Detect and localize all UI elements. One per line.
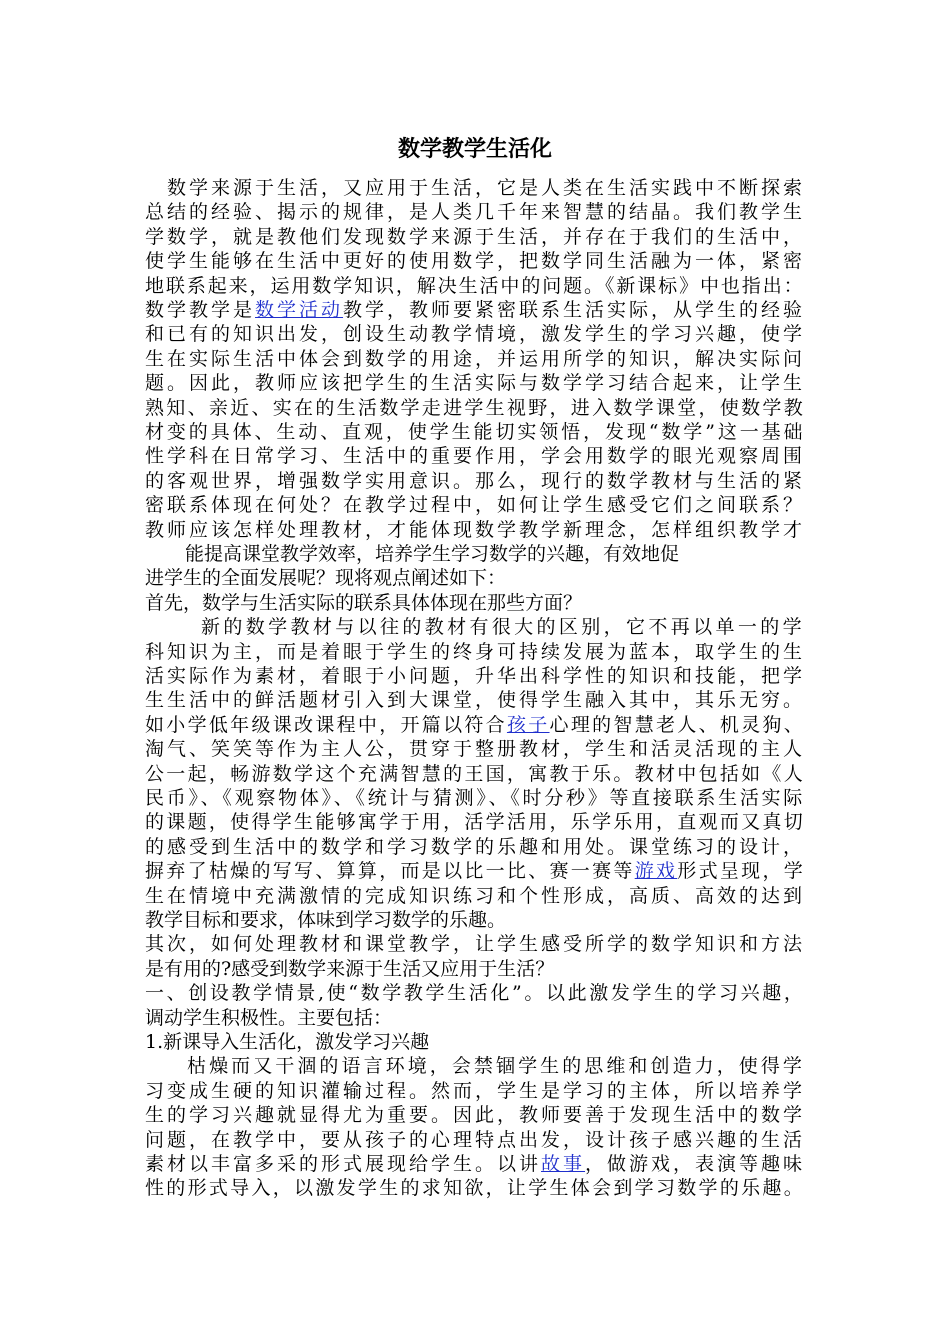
hyperlink[interactable]: 故事	[541, 1153, 586, 1175]
text-line	[145, 419, 805, 445]
text-run: 习变成生硬的知识灌输过程。然而，学生是学习的主体，所以培养学	[145, 1079, 806, 1102]
text-line	[145, 980, 805, 1006]
text-line	[145, 492, 805, 518]
text-run: 生生活中的鲜活题材引入到大课堂，使得学生融入其中，其乐无穷。	[145, 689, 806, 712]
text-line	[145, 785, 805, 811]
text-run: 和已有的知识出发，创设生动教学情境，激发学生的学习兴趣，使学	[145, 323, 806, 346]
text-run: 首先，数学与生活实际的联系具体体现在那些方面？	[145, 591, 583, 614]
text-run: 素材以丰富多采的形式展现给学生。以讲	[145, 1153, 542, 1175]
text-run: 数学教学是	[145, 299, 256, 321]
text-run: 民币》、《观察物体》、《统计与猜测》、《时分秒》等直接联系生活实际	[145, 787, 806, 809]
text-line	[145, 297, 805, 323]
text-line	[145, 1029, 429, 1055]
text-run: 教学目标和要求，体味到学习数学的乐趣。	[145, 909, 507, 931]
text-run: 公一起，畅游数学这个充满智慧的王国，寓教于乐。教材中包括如《人	[145, 762, 806, 785]
hyperlink[interactable]: 孩子	[506, 713, 550, 736]
text-line	[145, 590, 582, 616]
text-run: 其次，如何处理教材和课堂教学，让学生感受所学的数学知识和方法	[145, 933, 806, 956]
text-run: 1.新课导入生活化，激发学习兴趣	[145, 1031, 430, 1053]
text-line	[145, 224, 805, 250]
text-line	[145, 1127, 805, 1153]
text-line	[145, 883, 805, 909]
text-run: 密联系体现在何处？在教学过程中，如何让学生感受它们之间联系？	[145, 494, 806, 517]
text-run: 的感受到生活中的数学和学习数学的乐趣和用处。课堂练习的设计，	[145, 835, 806, 858]
text-line	[145, 1151, 805, 1177]
text-run: 总结的经验、揭示的规律，是人类几千年来智慧的结晶。我们教学生	[145, 201, 806, 224]
text-line	[201, 614, 805, 640]
text-line	[145, 639, 805, 665]
text-run: 是有用的?感受到数学来源于生活又应用于生活？	[145, 957, 555, 980]
text-run: 材变的具体、生动、直观，使学生能切实领悟，发现“数学”这一基础	[145, 421, 806, 443]
text-run: 如小学低年级课改课程中，开篇以符合	[145, 713, 507, 736]
text-run: 性学科在日常学习、生活中的重要作用，学会用数学的眼光观察周围	[145, 445, 806, 468]
text-run: 生在情境中充满激情的完成知识练习和个性形成，高质、高效的达到	[145, 884, 806, 907]
text-run: 形式呈现，学	[677, 860, 806, 883]
text-line	[145, 809, 805, 835]
text-run: ，做游戏，表演等趣味	[585, 1153, 806, 1175]
text-run: 进学生的全面发展呢？现将观点阐述如下：	[145, 567, 507, 590]
text-run: 学数学，就是教他们发现数学来源于生活，并存在于我们的生活中，	[145, 225, 806, 248]
text-line	[145, 712, 805, 738]
text-run: 调动学生积极性。主要包括：	[145, 1006, 393, 1029]
text-line	[145, 956, 554, 982]
text-line	[145, 907, 506, 933]
text-run: 使学生能够在生活中更好的使用数学，把数学同生活融为一体，紧密	[145, 250, 806, 273]
text-line	[145, 395, 805, 421]
text-run: 教学，教师要紧密联系生活实际，从学生的经验	[343, 299, 806, 321]
text-line	[145, 687, 805, 713]
text-run: 的客观世界，增强数学实用意识。那么，现行的数学教材与生活的紧	[145, 469, 806, 492]
document-title: 数学教学生活化	[397, 136, 552, 162]
text-line	[145, 346, 805, 372]
text-line	[145, 663, 805, 689]
text-run: 教师应该怎样处理教材，才能体现数学教学新理念，怎样组织教学才	[145, 518, 806, 541]
text-line	[145, 736, 805, 762]
text-run: 问题，在教学中，要从孩子的心理特点出发，设计孩子感兴趣的生活	[145, 1128, 806, 1151]
text-run: 数学来源于生活，又应用于生活，它是人类在生活实践中不断探索	[167, 177, 806, 199]
text-line	[145, 858, 805, 884]
text-line	[145, 1102, 805, 1128]
text-run: 活实际作为素材，着眼于小问题，升华出科学性的知识和技能，把学	[145, 665, 806, 687]
text-line	[145, 1078, 805, 1104]
text-line	[185, 541, 679, 567]
text-line	[145, 468, 805, 494]
text-line	[145, 931, 805, 957]
text-run: 地联系起来，运用数学知识，解决生活中的问题。《新课标》中也指出：	[145, 274, 805, 297]
text-run: 一、创设教学情景,使“数学教学生活化”。以此激发学生的学习兴趣，	[145, 982, 806, 1005]
text-line	[145, 1175, 805, 1201]
hyperlink[interactable]: 数学活动	[255, 299, 344, 321]
text-run: 能提高课堂教学效率，培养学生学习数学的兴趣，有效地促	[185, 543, 680, 565]
text-line	[145, 273, 805, 299]
text-run: 题。因此，教师应该把学生的生活实际与数学学习结合起来，让学生	[145, 372, 806, 395]
text-line	[187, 1053, 805, 1079]
text-line	[145, 834, 805, 860]
text-line	[145, 1005, 392, 1031]
text-line	[145, 199, 805, 225]
text-run: 熟知、亲近、实在的生活数学走进学生视野，进入数学课堂，使数学教	[145, 396, 806, 419]
text-run: 生的学习兴趣就显得尤为重要。因此，教师要善于发现生活中的数学	[145, 1104, 806, 1127]
text-run: 性的形式导入，以激发学生的求知欲，让学生体会到学习数学的乐趣。	[145, 1177, 806, 1200]
text-line	[145, 248, 805, 274]
text-run: 心理的智慧老人、机灵狗、	[549, 713, 806, 736]
text-line	[145, 443, 805, 469]
text-line	[145, 565, 506, 591]
text-run: 摒弃了枯燥的写写、算算，而是以比一比、赛一赛等	[145, 860, 635, 883]
text-run: 生在实际生活中体会到数学的用途，并运用所学的知识，解决实际问	[145, 347, 806, 370]
hyperlink[interactable]: 游戏	[634, 860, 678, 883]
text-run: 新的数学教材与以往的教材有很大的区别，它不再以单一的学	[201, 616, 806, 639]
text-run: 科知识为主，而是着眼于学生的终身可持续发展为蓝本，取学生的生	[145, 640, 806, 663]
text-run: 淘气、笑笑等作为主人公，贯穿于整册教材，学生和活灵活现的主人	[145, 738, 806, 761]
text-line	[145, 370, 805, 396]
text-run: 枯燥而又干涸的语言环境，会禁锢学生的思维和创造力，使得学	[187, 1055, 806, 1078]
text-line	[145, 321, 805, 347]
text-run: 的课题，使得学生能够寓学于用，活学活用，乐学乐用，直观而又真切	[145, 811, 806, 834]
text-line	[145, 517, 805, 543]
text-line	[145, 761, 805, 787]
text-line	[167, 175, 805, 201]
